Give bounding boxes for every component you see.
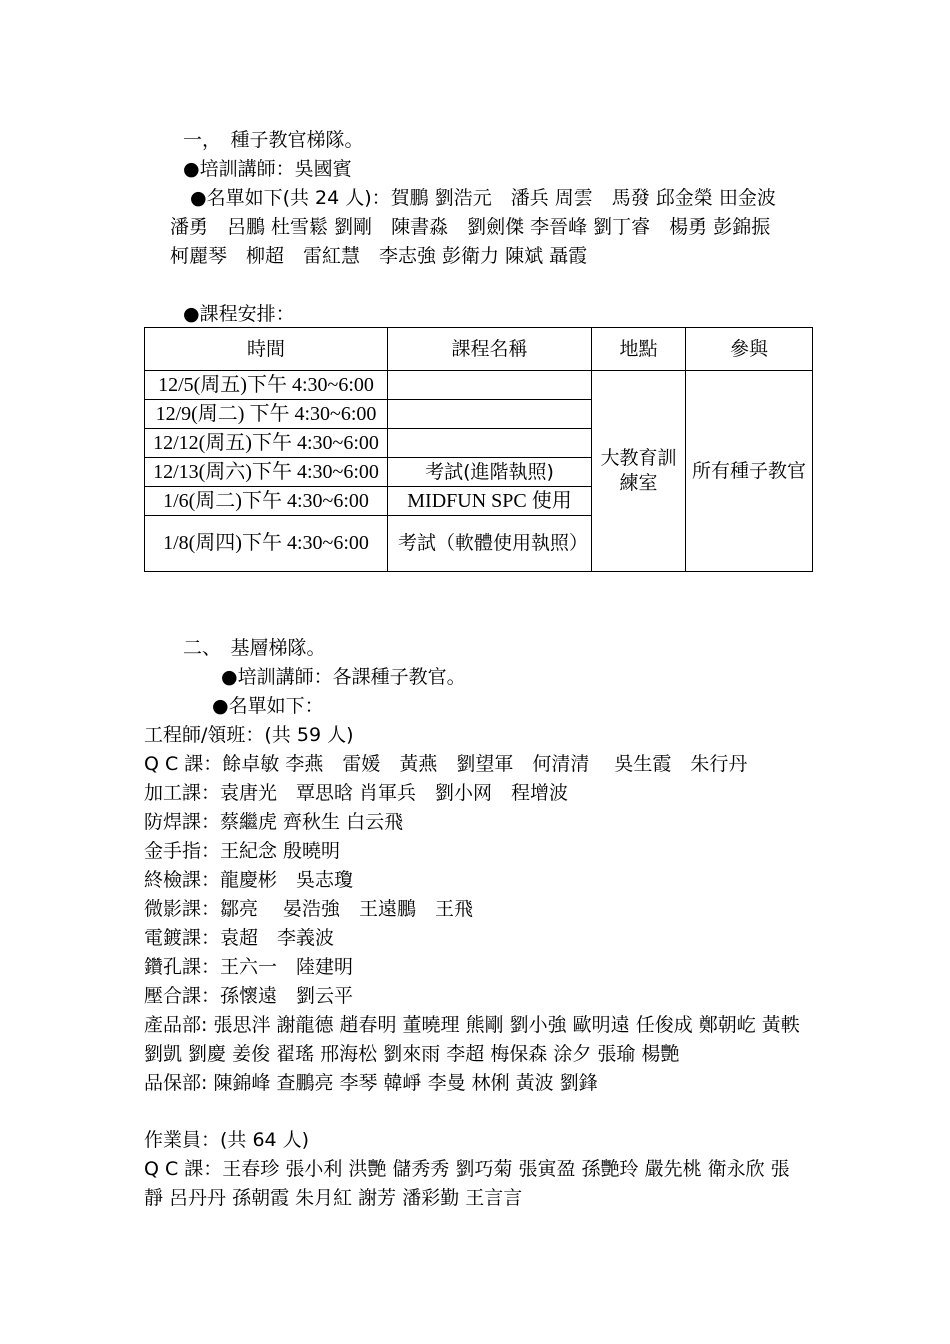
engineer-line: 產品部: 張思泮 謝龍德 趙春明 董曉理 熊剛 劉小強 歐明遠 任俊成 鄭朝屹 黃軼 <box>144 1014 800 1036</box>
engineer-line: 壓合課：孫懷遠 劉云平 <box>144 985 354 1007</box>
roster-line: 賀鵬 劉浩元 潘兵 周雲 馬發 邱金榮 田金波 <box>390 187 776 209</box>
time-cell: 1/6(周二)下午 4:30~6:00 <box>145 487 388 516</box>
header-participants: 參與 <box>686 328 813 371</box>
course-cell <box>388 371 592 400</box>
roster-line: 柯麗琴 柳超 雷紅慧 李志強 彭衛力 陳斌 聶霞 <box>170 245 588 267</box>
engineer-line: 品保部: 陳錦峰 查鵬亮 李琴 韓崢 李曼 林俐 黃波 劉鋒 <box>144 1072 598 1094</box>
engineer-line: 金手指：王紀念 殷曉明 <box>144 840 341 862</box>
location-cell: 大教育訓練室 <box>592 371 686 572</box>
roster-line: 潘勇 呂鵬 杜雪鬆 劉剛 陳書淼 劉劍傑 李晉峰 劉丁睿 楊勇 彭錦振 <box>170 216 771 238</box>
engineers-label: 工程師/領班：(共 59 人) <box>144 724 354 746</box>
section1-trainer: ●培訓講師：吳國賓 <box>183 158 352 180</box>
engineer-line: 加工課：袁唐光 覃思晗 肖軍兵 劉小网 程增波 <box>144 782 569 804</box>
time-cell: 1/8(周四)下午 4:30~6:00 <box>145 516 388 572</box>
engineer-line: 終檢課：龍慶彬 吳志瓊 <box>144 869 354 891</box>
participants-cell: 所有種子教官 <box>686 371 813 572</box>
course-cell: MIDFUN SPC 使用 <box>388 487 592 516</box>
section2-trainer: ●培訓講師：各課種子教官。 <box>221 666 466 688</box>
section2-roster-label: ●名單如下： <box>212 695 324 717</box>
engineer-line: Q C 課：餘卓敏 李燕 雷媛 黃燕 劉望軍 何清清 吳生霞 朱行丹 <box>144 753 748 775</box>
header-course: 課程名稱 <box>388 328 592 371</box>
time-cell: 12/13(周六)下午 4:30~6:00 <box>145 458 388 487</box>
schedule-header-row <box>145 328 813 371</box>
time-cell: 12/5(周五)下午 4:30~6:00 <box>145 371 388 400</box>
section2-heading: 二、 基層梯隊。 <box>183 637 326 659</box>
time-cell: 12/12(周五)下午 4:30~6:00 <box>145 429 388 458</box>
section1-roster <box>190 186 776 210</box>
schedule-row <box>145 371 813 400</box>
operators-label: 作業員：(共 64 人) <box>144 1129 310 1151</box>
course-cell <box>388 400 592 429</box>
time-cell: 12/9(周二) 下午 4:30~6:00 <box>145 400 388 429</box>
operator-line: 靜 呂丹丹 孫朝霞 朱月紅 謝芳 潘彩勤 王言言 <box>144 1187 523 1209</box>
course-cell: 考試(進階執照) <box>388 458 592 487</box>
engineer-line: 微影課：鄒亮 晏浩強 王遠鵬 王飛 <box>144 898 474 920</box>
schedule-table <box>144 327 813 572</box>
header-location: 地點 <box>592 328 686 371</box>
engineer-line: 劉凱 劉慶 姜俊 翟瑤 邢海松 劉來雨 李超 梅保森 涂夕 張瑜 楊艷 <box>144 1043 680 1065</box>
engineer-line: 電鍍課：袁超 李義波 <box>144 927 335 949</box>
course-cell <box>388 429 592 458</box>
schedule-label: ●課程安排： <box>183 303 295 325</box>
engineer-line: 鑽孔課：王六一 陸建明 <box>144 956 354 978</box>
course-cell: 考試（軟體使用執照） <box>388 516 592 572</box>
section1-heading: 一， 種子教官梯隊。 <box>183 129 364 151</box>
roster-label: ●名單如下(共 24 人)： <box>190 187 391 209</box>
engineer-line: 防焊課：蔡繼虎 齊秋生 白云飛 <box>144 811 404 833</box>
header-time: 時間 <box>145 328 388 371</box>
operator-line: Q C 課：王春珍 張小利 洪艷 儲秀秀 劉巧菊 張寅盈 孫艷玲 嚴先桃 衛永欣 張 <box>144 1158 790 1180</box>
